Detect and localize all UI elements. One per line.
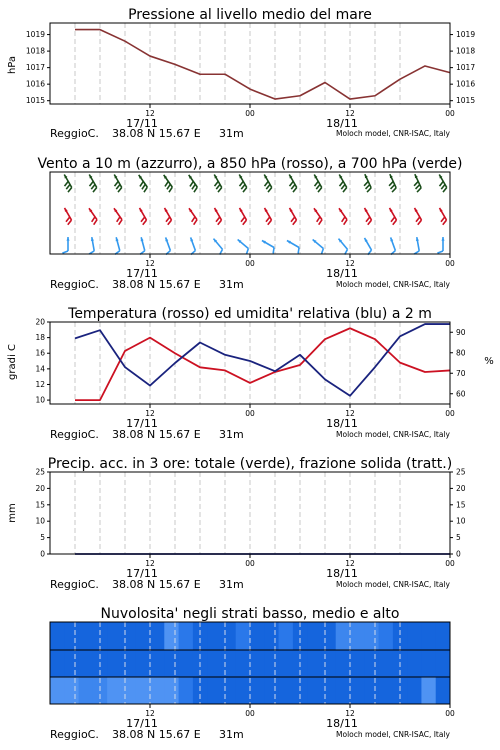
y-tick-label-right: 1017 xyxy=(456,63,476,73)
wind-barbs xyxy=(62,174,446,255)
wind-barb xyxy=(214,239,223,255)
cloud-cell xyxy=(350,677,365,704)
cloud-cell xyxy=(350,650,365,677)
date-label: 17/11 xyxy=(126,117,158,130)
y-tick-label: 20 xyxy=(35,317,45,327)
y-tick-label: 5 xyxy=(40,533,45,543)
wind-barb xyxy=(89,237,94,254)
cloud-cell xyxy=(107,650,122,677)
wind-barb xyxy=(313,240,324,255)
wind-barb xyxy=(140,208,147,225)
x-tick-label: 00 xyxy=(245,559,255,568)
wind-barb xyxy=(439,175,447,193)
y-tick-label: 0 xyxy=(40,549,45,559)
wind-barb xyxy=(414,174,421,192)
coords-label: 38.08 N 15.67 E xyxy=(112,728,201,741)
wind-barb xyxy=(364,174,371,192)
cloud-cell xyxy=(364,650,379,677)
wind-barb xyxy=(165,237,170,254)
cloud-cell xyxy=(236,622,251,650)
cloud-cell xyxy=(136,650,151,677)
y-tick-label-right: 10 xyxy=(456,516,466,526)
x-tick-label: 12 xyxy=(345,259,355,268)
cloud-cell xyxy=(250,677,265,704)
wind-barb xyxy=(89,175,97,193)
cloud-cell xyxy=(321,622,336,650)
cloud-cell xyxy=(436,622,451,650)
wind-barb xyxy=(440,208,447,225)
cloud-cell xyxy=(107,677,122,704)
x-tick-label: 12 xyxy=(145,559,155,568)
y-tick-label-right: 90 xyxy=(456,327,466,337)
cloud-cell xyxy=(279,650,294,677)
wind-barb xyxy=(240,208,247,225)
cloud-cell xyxy=(79,622,94,650)
cloud-cell xyxy=(321,650,336,677)
cloud-cell xyxy=(421,677,436,704)
humidity-line xyxy=(75,324,450,396)
temperature-x-ticks xyxy=(126,404,455,430)
coords-label: 38.08 N 15.67 E xyxy=(112,127,201,140)
wind-barb xyxy=(365,208,372,225)
elevation-label: 31m xyxy=(219,578,244,591)
cloud-cell xyxy=(336,650,351,677)
cloud-cell xyxy=(250,650,265,677)
cloud-cell xyxy=(264,677,279,704)
temperature-ylabel: gradi C xyxy=(7,344,18,380)
location-label: ReggioC. xyxy=(50,127,99,140)
cloud-cell xyxy=(207,677,222,704)
cloud-cell xyxy=(50,650,65,677)
elevation-label: 31m xyxy=(219,127,244,140)
y-tick-label: 12 xyxy=(35,379,45,389)
precipitation-title: Precip. acc. in 3 ore: totale (verde), frazione solida (tratt.) xyxy=(47,456,453,472)
wind-barb xyxy=(415,208,422,225)
precipitation-info-row xyxy=(50,578,451,591)
x-tick-label: 00 xyxy=(245,409,255,418)
cloud-cell xyxy=(207,622,222,650)
wind-panel xyxy=(37,156,462,291)
cloud-cell xyxy=(179,622,194,650)
cloud-title: Nuvolosita' negli strati basso, medio e alto xyxy=(100,606,400,622)
elevation-label: 31m xyxy=(219,728,244,741)
cloud-cell xyxy=(436,677,451,704)
wind-barb xyxy=(390,208,397,225)
cloud-cell xyxy=(436,650,451,677)
cloud-cell xyxy=(79,677,94,704)
wind-barb xyxy=(265,208,272,225)
y-tick-label-right: 60 xyxy=(456,389,466,399)
x-tick-label: 12 xyxy=(145,109,155,118)
cloud-cell xyxy=(179,677,194,704)
wind-barb xyxy=(390,237,395,254)
wind-barb xyxy=(262,241,274,254)
cloud-cell xyxy=(207,650,222,677)
y-tick-label-right: 80 xyxy=(456,348,466,358)
wind-barb xyxy=(339,239,348,255)
wind-gridlines xyxy=(75,172,400,254)
model-credit: Moloch model, CNR-ISAC, Italy xyxy=(336,580,450,589)
cloud-cell xyxy=(236,650,251,677)
date-label: 18/11 xyxy=(326,267,358,280)
wind-barb xyxy=(437,237,444,253)
cloud-cell xyxy=(364,677,379,704)
wind-barb xyxy=(414,237,419,254)
location-label: ReggioC. xyxy=(50,578,99,591)
y-tick-label-right: 70 xyxy=(456,368,466,378)
date-label: 18/11 xyxy=(326,117,358,130)
cloud-cell xyxy=(179,650,194,677)
wind-barb xyxy=(215,208,222,225)
cloud-cell xyxy=(336,677,351,704)
cloud-cell xyxy=(307,677,322,704)
temperature-series xyxy=(75,324,450,400)
y-tick-label-right: 20 xyxy=(456,483,466,493)
coords-label: 38.08 N 15.67 E xyxy=(112,578,201,591)
cloud-panel xyxy=(50,606,455,741)
cloud-cell xyxy=(164,677,179,704)
cloud-cell xyxy=(136,622,151,650)
cloud-cell xyxy=(350,622,365,650)
wind-barb xyxy=(62,237,69,253)
cloud-x-ticks xyxy=(126,704,455,730)
x-tick-label: 00 xyxy=(245,259,255,268)
x-tick-label: 12 xyxy=(345,709,355,718)
wind-barb xyxy=(289,175,297,193)
wind-barb xyxy=(189,208,197,224)
pressure-line xyxy=(75,30,450,99)
wind-barb xyxy=(164,175,173,192)
y-tick-label: 1015 xyxy=(25,96,45,106)
wind-barb xyxy=(115,237,120,254)
cloud-cell xyxy=(164,622,179,650)
cloud-cell xyxy=(221,650,236,677)
date-label: 17/11 xyxy=(126,567,158,580)
y-tick-label: 1016 xyxy=(25,79,45,89)
cloud-cell xyxy=(221,677,236,704)
cloud-cell xyxy=(150,622,165,650)
date-label: 18/11 xyxy=(326,717,358,730)
date-label: 18/11 xyxy=(326,567,358,580)
x-tick-label: 12 xyxy=(145,259,155,268)
wind-barb xyxy=(64,175,72,193)
wind-barb xyxy=(190,237,195,254)
y-tick-label-right: 5 xyxy=(456,533,461,543)
wind-barb xyxy=(189,175,198,192)
cloud-cell xyxy=(50,677,65,704)
cloud-cell xyxy=(279,677,294,704)
date-label: 17/11 xyxy=(126,267,158,280)
cloud-cell xyxy=(121,677,136,704)
date-label: 18/11 xyxy=(326,417,358,430)
y-tick-label: 18 xyxy=(35,333,45,343)
y-tick-label-right: 1018 xyxy=(456,46,476,56)
cloud-cell xyxy=(364,622,379,650)
wind-barb xyxy=(214,175,222,193)
precipitation-x-ticks xyxy=(126,554,455,580)
cloud-cell xyxy=(379,622,394,650)
cloud-cell xyxy=(321,677,336,704)
wind-info-row xyxy=(50,278,451,291)
cloud-info-row xyxy=(50,728,451,741)
pressure-y-ticks xyxy=(26,30,475,105)
humidity-ylabel: % xyxy=(484,356,494,367)
y-tick-label: 1017 xyxy=(25,63,45,73)
wind-barb xyxy=(339,175,347,193)
cloud-cell xyxy=(150,677,165,704)
cloud-cell xyxy=(407,622,422,650)
pressure-series xyxy=(75,30,450,99)
y-tick-label-right: 25 xyxy=(456,467,466,477)
wind-barb xyxy=(290,208,297,225)
x-tick-label: 12 xyxy=(145,409,155,418)
precipitation-ylabel: mm xyxy=(7,503,18,523)
model-credit: Moloch model, CNR-ISAC, Italy xyxy=(336,730,450,739)
precipitation-panel xyxy=(7,456,466,591)
cloud-cell xyxy=(64,677,79,704)
cloud-cell xyxy=(150,650,165,677)
pressure-panel xyxy=(7,7,475,140)
wind-barb xyxy=(114,208,122,224)
cloud-cell xyxy=(421,622,436,650)
y-tick-label-right: 1015 xyxy=(456,96,476,106)
y-tick-label: 1019 xyxy=(25,30,45,40)
cloud-cell xyxy=(264,650,279,677)
y-tick-label: 1018 xyxy=(25,46,45,56)
wind-barb xyxy=(165,208,172,225)
wind-barb xyxy=(339,208,347,224)
model-credit: Moloch model, CNR-ISAC, Italy xyxy=(336,280,450,289)
cloud-cell xyxy=(221,622,236,650)
cloud-cell xyxy=(264,622,279,650)
wind-barb xyxy=(365,238,372,255)
cloud-cell xyxy=(407,650,422,677)
cloud-cell xyxy=(64,622,79,650)
x-tick-label: 00 xyxy=(245,709,255,718)
cloud-cell xyxy=(236,677,251,704)
wind-barb xyxy=(314,175,322,193)
x-tick-label: 12 xyxy=(345,559,355,568)
date-label: 17/11 xyxy=(126,417,158,430)
y-tick-label-right: 1016 xyxy=(456,79,476,89)
wind-barb xyxy=(139,175,148,192)
wind-barb xyxy=(238,240,249,255)
y-tick-label: 10 xyxy=(35,516,45,526)
coords-label: 38.08 N 15.67 E xyxy=(112,278,201,291)
location-label: ReggioC. xyxy=(50,728,99,741)
wind-barb xyxy=(314,208,322,224)
cloud-cell xyxy=(379,677,394,704)
wind-title: Vento a 10 m (azzurro), a 850 hPa (rosso), a 700 hPa (verde) xyxy=(37,156,463,172)
location-label: ReggioC. xyxy=(50,428,99,441)
cloud-cell xyxy=(336,622,351,650)
cloud-cell xyxy=(107,622,122,650)
precipitation-gridlines xyxy=(75,472,400,554)
cloud-cell xyxy=(64,650,79,677)
wind-barb xyxy=(287,241,299,254)
y-tick-label: 10 xyxy=(35,395,45,405)
y-tick-label: 25 xyxy=(35,467,45,477)
pressure-gridlines xyxy=(75,23,400,104)
cloud-cell xyxy=(121,622,136,650)
location-label: ReggioC. xyxy=(50,278,99,291)
x-tick-label: 00 xyxy=(445,409,455,418)
cloud-cell xyxy=(136,677,151,704)
cloud-cell xyxy=(307,650,322,677)
elevation-label: 31m xyxy=(219,278,244,291)
y-tick-label: 14 xyxy=(35,364,45,374)
cloud-cell xyxy=(379,650,394,677)
temperature-gridlines xyxy=(75,322,400,404)
temperature-title: Temperatura (rosso) ed umidita' relativa (blu) a 2 m xyxy=(68,306,432,322)
x-tick-label: 00 xyxy=(245,109,255,118)
temperature-panel xyxy=(7,306,494,441)
wind-x-ticks xyxy=(126,254,455,280)
wind-barb xyxy=(239,175,247,193)
y-tick-label: 20 xyxy=(35,483,45,493)
cloud-cell xyxy=(250,622,265,650)
temperature-line xyxy=(75,328,450,400)
cloud-cell xyxy=(407,677,422,704)
cloud-cell xyxy=(50,622,65,650)
x-tick-label: 00 xyxy=(445,709,455,718)
pressure-ylabel: hPa xyxy=(7,55,18,75)
wind-barb xyxy=(89,208,97,224)
model-credit: Moloch model, CNR-ISAC, Italy xyxy=(336,129,450,138)
cloud-cell xyxy=(121,650,136,677)
wind-barb xyxy=(264,175,272,193)
cloud-cell xyxy=(421,650,436,677)
x-tick-label: 12 xyxy=(145,709,155,718)
cloud-cell xyxy=(79,650,94,677)
pressure-title: Pressione al livello medio del mare xyxy=(128,7,372,23)
wind-barb xyxy=(65,208,72,225)
x-tick-label: 00 xyxy=(445,259,455,268)
cloud-cell xyxy=(307,622,322,650)
model-credit: Moloch model, CNR-ISAC, Italy xyxy=(336,430,450,439)
x-tick-label: 00 xyxy=(445,109,455,118)
x-tick-label: 00 xyxy=(445,559,455,568)
y-tick-label: 16 xyxy=(35,348,45,358)
elevation-label: 31m xyxy=(219,428,244,441)
pressure-info-row xyxy=(50,127,451,140)
x-tick-label: 12 xyxy=(345,109,355,118)
temperature-info-row xyxy=(50,428,451,441)
cloud-cell xyxy=(164,650,179,677)
y-tick-label-right: 15 xyxy=(456,500,466,510)
coords-label: 38.08 N 15.67 E xyxy=(112,428,201,441)
wind-barb xyxy=(389,174,396,192)
y-tick-label-right: 1019 xyxy=(456,30,476,40)
date-label: 17/11 xyxy=(126,717,158,730)
wind-barb xyxy=(114,175,122,193)
y-tick-label: 15 xyxy=(35,500,45,510)
y-tick-label-right: 0 xyxy=(456,549,461,559)
x-tick-label: 12 xyxy=(345,409,355,418)
wind-barb xyxy=(140,237,145,254)
cloud-cell xyxy=(279,622,294,650)
